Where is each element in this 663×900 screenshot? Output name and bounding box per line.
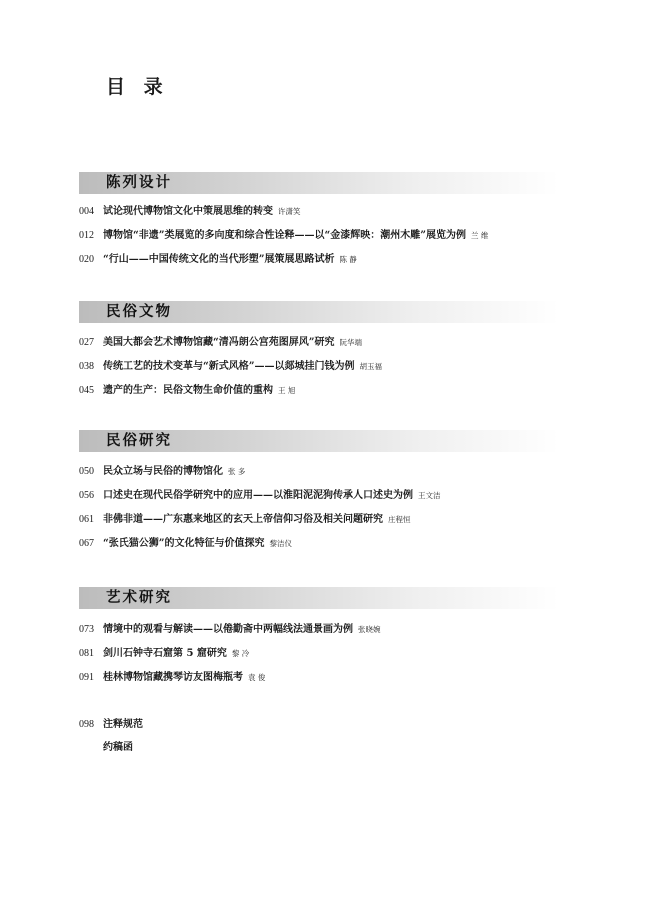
section-exhibition-design	[79, 172, 559, 267]
page-title: 目 录	[106, 76, 169, 98]
call-for-papers[interactable]: 约稿函	[103, 742, 133, 753]
entry-author: 许潇笑	[278, 207, 301, 216]
entry-title: 桂林博物馆藏携琴访友图梅瓶考	[103, 672, 243, 683]
page-number: 061	[79, 514, 94, 525]
entry-title: 传统工艺的技术变革与“新式风格”——以郯城挂门钱为例	[103, 361, 355, 372]
section-header	[79, 587, 559, 609]
entry-title: 博物馆“非遗”类展览的多向度和综合性诠释——以“金漆辉映：潮州木雕”展览为例	[103, 230, 467, 241]
entry-title: 剑川石钟寺石窟第 5 窟研究	[103, 648, 227, 659]
entry-title: 美国大都会艺术博物馆藏“清冯朗公宫苑图屏风”研究	[103, 337, 335, 348]
section-title: 民俗文物	[106, 303, 172, 320]
entry-author: 阮华端	[339, 338, 363, 347]
toc-entry[interactable]	[79, 537, 559, 551]
entry-title: 试论现代博物馆文化中策展思维的转变	[103, 206, 273, 217]
toc-entry[interactable]	[79, 623, 559, 637]
toc-entry[interactable]	[79, 253, 559, 267]
entry-author: 张晓婉	[358, 625, 381, 634]
entry-author: 张 多	[228, 467, 246, 476]
section-title: 艺术研究	[106, 589, 172, 606]
entry-author: 王文洁	[418, 491, 441, 500]
page-number: 020	[79, 254, 94, 265]
page-number: 081	[79, 648, 94, 659]
toc-entry[interactable]	[79, 360, 559, 374]
entry-author: 王 旭	[278, 386, 296, 395]
section-art-studies	[79, 587, 559, 685]
toc-entry[interactable]	[79, 513, 559, 527]
entry-title: 口述史在现代民俗学研究中的应用——以淮阳泥泥狗传承人口述史为例	[103, 490, 413, 501]
section-header	[79, 301, 559, 323]
entry-title: 非佛非道——广东惠来地区的玄天上帝信仰习俗及相关问题研究	[103, 514, 383, 525]
section-folk-relics	[79, 301, 559, 398]
section-title: 民俗研究	[106, 432, 172, 449]
appendix	[79, 718, 559, 755]
entry-author: 黎 冷	[231, 649, 250, 658]
page-number: 038	[79, 361, 94, 372]
entry-author: 兰 维	[471, 231, 489, 240]
section-folklore-studies	[79, 430, 559, 551]
page-number: 067	[79, 538, 94, 549]
page-number: 004	[79, 206, 94, 217]
toc-entry[interactable]	[79, 671, 559, 685]
page-number: 027	[79, 337, 94, 348]
toc-entry[interactable]	[79, 718, 559, 732]
toc-entry[interactable]	[79, 205, 559, 219]
toc-entry[interactable]	[79, 384, 559, 398]
entry-author: 庄程恒	[388, 515, 411, 524]
toc-entry[interactable]	[79, 465, 559, 479]
entry-title: “张氏猫公狮”的文化特征与价值探究	[103, 538, 265, 549]
page-number: 091	[79, 672, 94, 683]
toc-entry[interactable]	[79, 647, 559, 661]
page-number: 056	[79, 490, 94, 501]
entry-title: 情境中的观看与解读——以倦勤斋中两幅线法通景画为例	[103, 624, 353, 635]
entry-author: 胡玉福	[359, 362, 383, 371]
entry-title: 遗产的生产：民俗文物生命价值的重构	[103, 385, 273, 396]
section-title: 陈列设计	[106, 174, 172, 191]
entry-title: 民众立场与民俗的博物馆化	[103, 466, 223, 477]
entry-author: 袁 俊	[248, 673, 266, 682]
page-number: 045	[79, 385, 94, 396]
page-number: 050	[79, 466, 94, 477]
toc-entry[interactable]	[79, 336, 559, 350]
page-number: 073	[79, 624, 94, 635]
entry-title: “行山——中国传统文化的当代形塑”展策展思路试析	[103, 254, 335, 265]
section-header	[79, 172, 559, 194]
entry-author: 黎洁仪	[269, 539, 293, 548]
toc-entry[interactable]	[79, 489, 559, 503]
toc-entry[interactable]	[79, 229, 559, 243]
entry-author: 陈 静	[339, 255, 357, 264]
page-number: 098	[79, 719, 94, 730]
page-number: 012	[79, 230, 94, 241]
entry-title: 注释规范	[103, 719, 143, 730]
section-header	[79, 430, 559, 452]
